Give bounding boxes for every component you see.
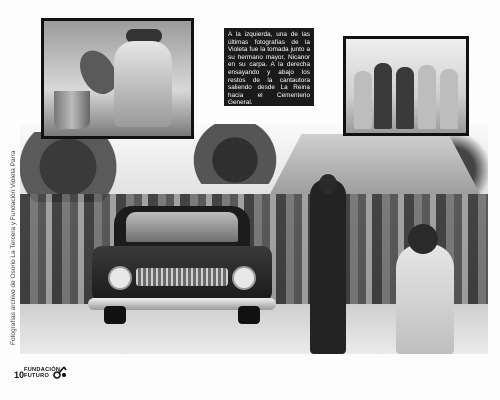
photo-credit — [10, 110, 22, 350]
photo-credit-text: Fotografías archivo de Osorio La Tercera y Fundación Violeta Parra — [10, 150, 17, 345]
brand-line-1: FUNDACIÓN — [24, 367, 61, 373]
inset-photo-violeta-nicanor — [41, 18, 194, 139]
photo-caption — [224, 28, 314, 106]
inset-photo-rehearsal — [343, 36, 469, 136]
page-footer — [0, 364, 500, 386]
photo-pot — [54, 91, 90, 129]
photo-caption-text: A la izquierda, una de las últimas fotografías de la Violeta fue la tomada junto a su hermano mayor, Nicanor en su carpa. A la derecha ensayando y abajo los restos de la cantautora saliendo desde La Reina hacia el Cementerio General. — [228, 31, 310, 107]
photo-tree — [20, 132, 140, 202]
hearse-car — [92, 206, 272, 324]
brand-line-2: FUTURO — [24, 373, 50, 380]
photo-tent-roof — [270, 134, 480, 194]
page-number: 10 — [14, 370, 25, 380]
photo-boy — [396, 244, 454, 354]
photo-person — [114, 41, 172, 127]
funeral-procession-photo — [20, 124, 488, 354]
fundacion-futuro-logo-icon — [52, 364, 68, 380]
photo-man-in-suit — [310, 179, 346, 354]
